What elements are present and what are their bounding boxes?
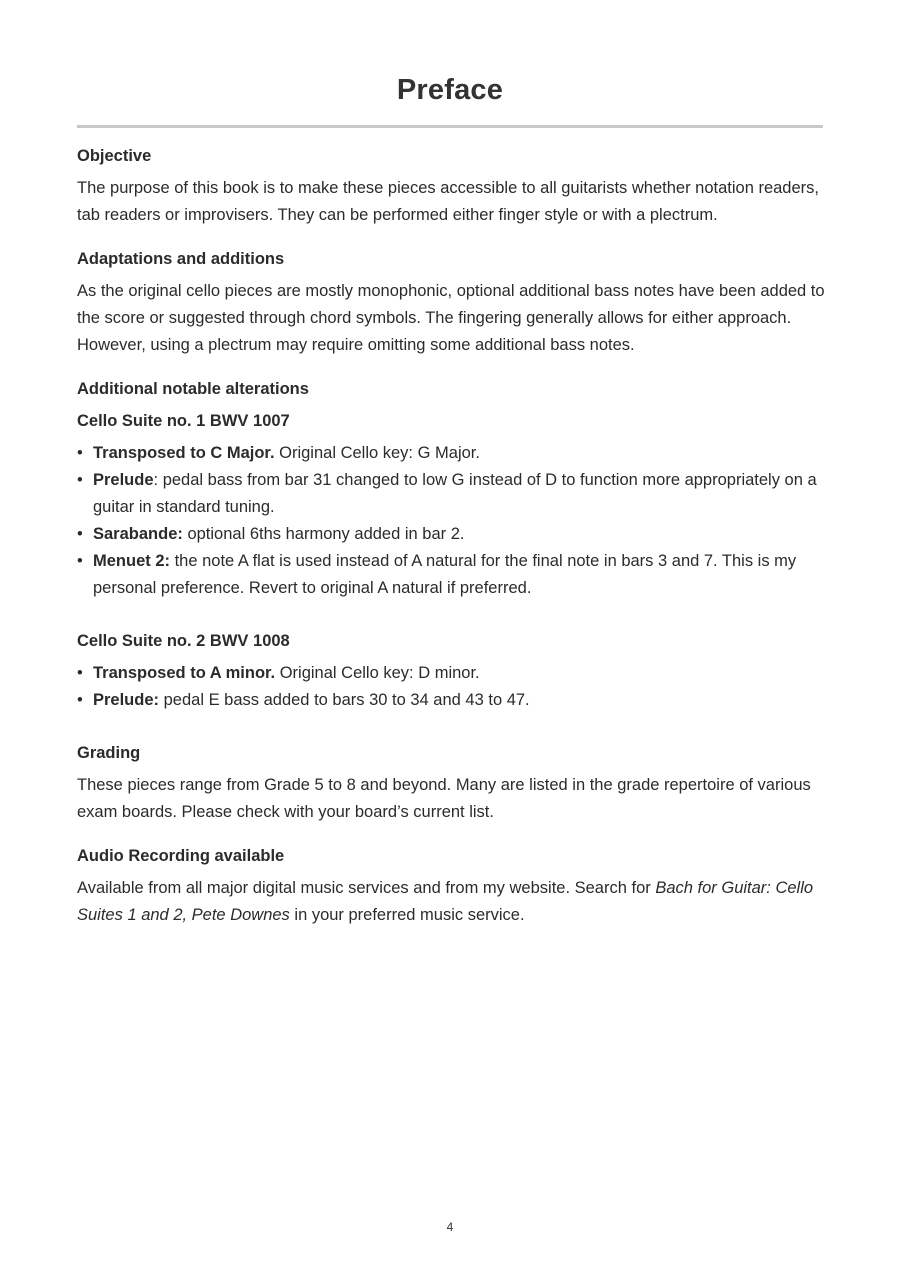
adaptations-text: As the original cello pieces are mostly monophonic, optional additional bass notes have been added to the score or suggested through chord symbols. The fingering generally allows for either approach. However, using a plectrum may require omitting some additional bass notes.: [77, 282, 825, 354]
objective-text: The purpose of this book is to make these pieces accessible to all guitarists whether notation readers, tab readers or improvisers. They can be performed either finger style or with a plectrum.: [77, 179, 819, 224]
list-item: • Transposed to C Major. Original Cello key: G Major.: [77, 444, 480, 462]
preface-content: [77, 143, 827, 929]
page-number: 4: [446, 1220, 454, 1234]
list-item: • Transposed to A minor. Original Cello key: D minor.: [77, 664, 480, 682]
suite1-list: [77, 440, 827, 602]
audio-text: Available from all major digital music services and from my website. Search for Bach for Guitar: Cello Suites 1 and 2, Pete Downes in your preferred music service.: [77, 879, 814, 924]
suite1-heading: Cello Suite no. 1 BWV 1007: [77, 412, 290, 430]
adaptations-heading: Adaptations and additions: [77, 250, 285, 268]
list-item: • Menuet 2: the note A flat is used instead of A natural for the final note in bars 3 and 7. This is my personal preference. Revert to original A natural if preferred.: [77, 552, 797, 597]
suite2-heading: Cello Suite no. 2 BWV 1008: [77, 632, 290, 650]
grading-heading: Grading: [77, 744, 141, 762]
audio-heading: Audio Recording available: [77, 847, 285, 865]
alterations-heading: Additional notable alterations: [77, 380, 309, 398]
objective-heading: Objective: [77, 147, 152, 165]
list-item: • Prelude: pedal bass from bar 31 changed to low G instead of D to function more appropriately on a guitar in standard tuning.: [77, 471, 817, 516]
page-title: Preface: [396, 74, 504, 106]
album-title: Bach for Guitar: Cello Suites 1 and 2, Pete Downes: [77, 879, 814, 924]
suite2-list: [77, 660, 827, 714]
list-item: • Sarabande: optional 6ths harmony added in bar 2.: [77, 525, 465, 543]
title-divider: [77, 125, 823, 128]
list-item: • Prelude: pedal E bass added to bars 30 to 34 and 43 to 47.: [77, 691, 530, 709]
grading-text: These pieces range from Grade 5 to 8 and beyond. Many are listed in the grade repertoire of various exam boards. Please check with your board’s current list.: [77, 776, 811, 821]
